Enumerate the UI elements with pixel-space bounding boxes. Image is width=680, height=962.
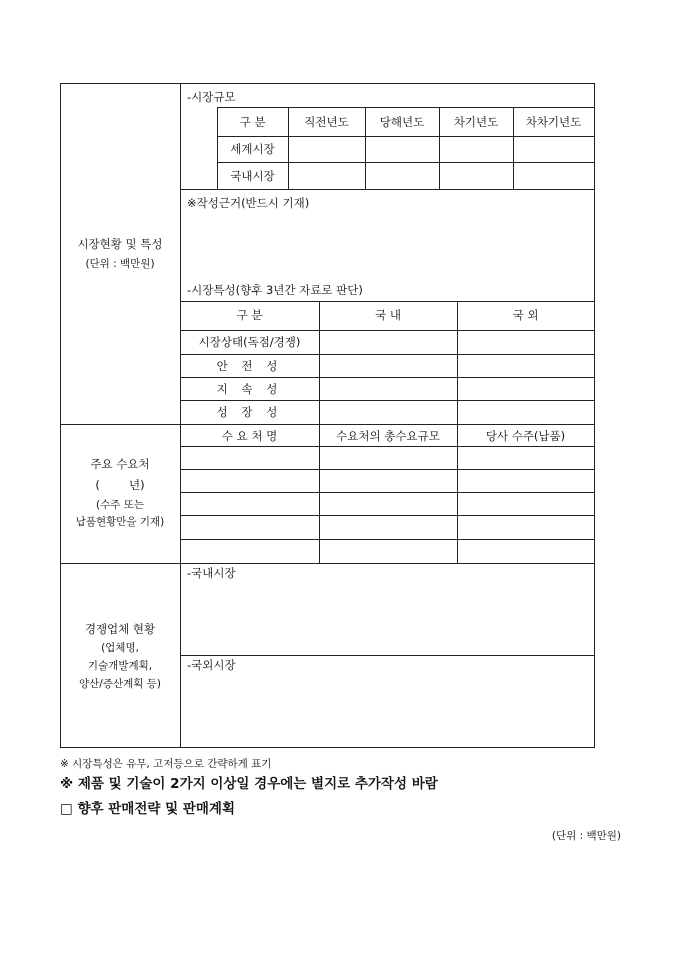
- footer-note-2: ※ 제품 및 기술이 2가지 이상일 경우에는 별지로 추가작성 바람: [60, 776, 438, 792]
- competitors-domestic: -국내시장: [187, 566, 236, 580]
- customers-label: 주요 수요처: [90, 457, 150, 471]
- competitors-label: 경쟁업체 현황: [84, 622, 156, 636]
- competitors-note-2: 기술개발계획,: [87, 660, 153, 672]
- footer-unit: (단위 : 백만원): [551, 830, 621, 842]
- scale-header-next-year: 차기년도: [453, 115, 499, 129]
- scale-row-world: 세계시장: [230, 142, 275, 156]
- customers-header-name: 수 요 처 명: [221, 429, 278, 443]
- customers-header-orders: 당사 수주(납품): [485, 429, 566, 443]
- market-char-label: -시장특성(향후 3년간 자료로 판단): [187, 283, 363, 297]
- customers-note-2: 납품현황만을 기재): [75, 516, 165, 528]
- footer-note-1: ※ 시장특성은 유무, 고저등으로 간략하게 표기: [60, 758, 272, 770]
- market-row-label: 시장현황 및 특성: [77, 237, 163, 251]
- char-row-market-state: 시장상태(독점/경쟁): [198, 335, 301, 349]
- char-row-sustainability: 지 속 성: [216, 382, 283, 396]
- competitors-note-3: 양산/증산계획 등): [79, 678, 161, 690]
- customers-header-demand: 수요처의 총수요규모: [336, 429, 440, 443]
- market-scale-label: -시장규모: [187, 90, 236, 104]
- char-header-category: 구 분: [236, 308, 263, 322]
- customers-year: ( 년): [95, 478, 145, 492]
- char-row-stability: 안 전 성: [216, 359, 283, 373]
- scale-header-prev-year: 직전년도: [304, 115, 349, 129]
- market-unit: (단위 : 백만원): [85, 258, 155, 270]
- char-row-growth: 성 장 성: [216, 405, 283, 419]
- scale-row-domestic: 국내시장: [230, 169, 275, 183]
- competitors-note-1: (업체명,: [101, 642, 139, 654]
- scale-header-year-after-next: 차차기년도: [525, 115, 582, 129]
- section-title-sales-strategy: □ 향후 판매전략 및 판매계획: [60, 801, 236, 817]
- char-header-foreign: 국 외: [512, 308, 539, 322]
- basis-note: ※작성근거(반드시 기재): [187, 196, 310, 210]
- scale-header-category: 구 분: [239, 115, 266, 129]
- char-header-domestic: 국 내: [375, 308, 401, 322]
- competitors-foreign: -국외시장: [187, 658, 236, 672]
- customers-note-1: (수주 또는: [95, 499, 144, 511]
- scale-header-current-year: 당해년도: [379, 115, 425, 129]
